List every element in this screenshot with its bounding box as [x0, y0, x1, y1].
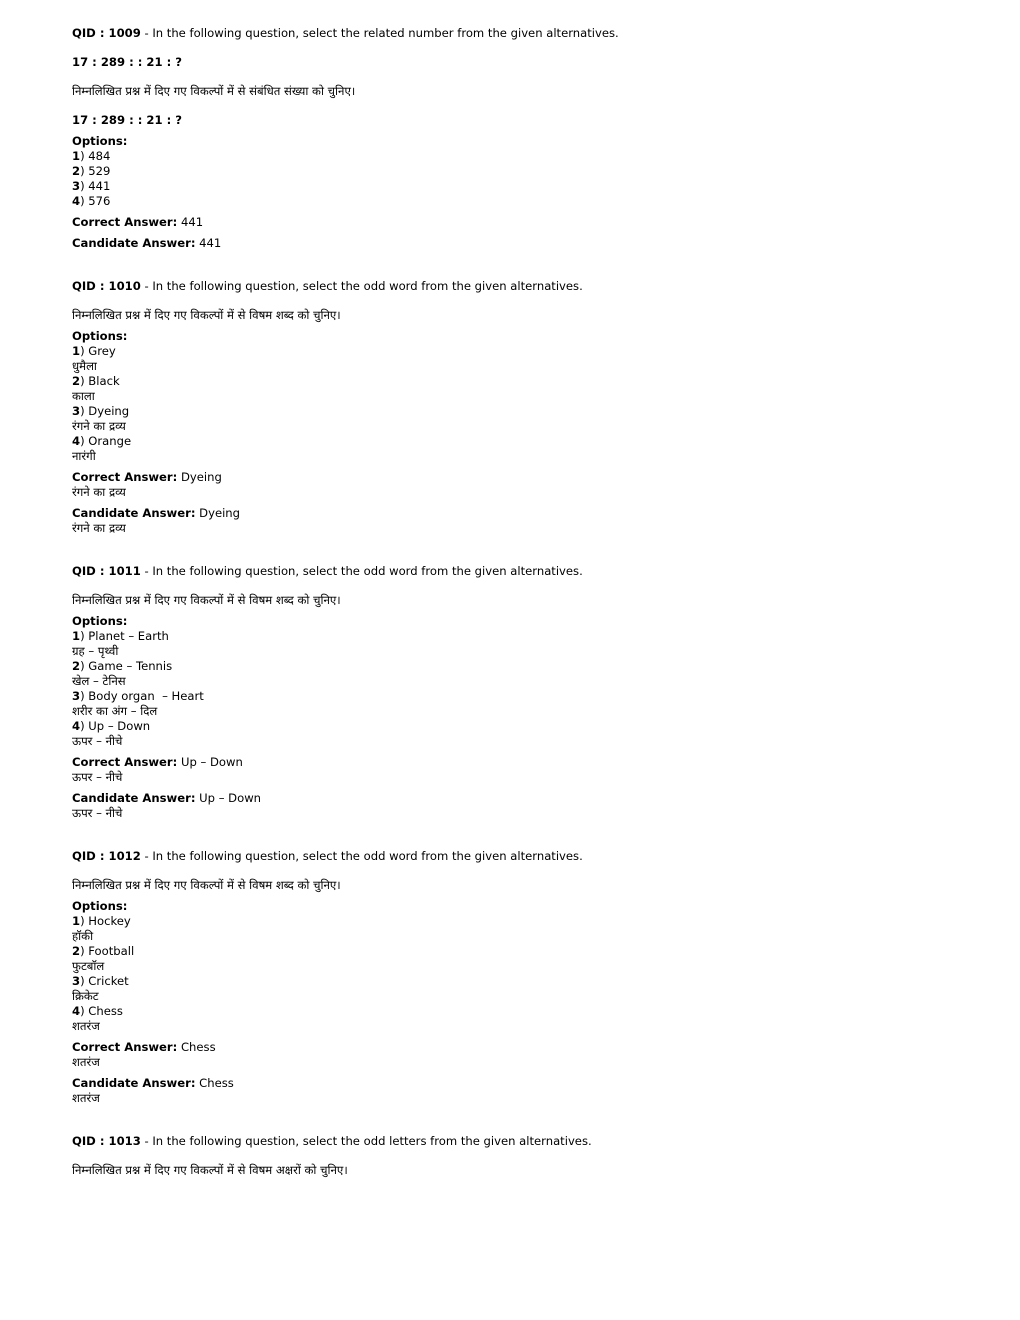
correct-answer — [72, 755, 972, 770]
option-number: 1 — [72, 344, 81, 358]
correct-answer-label: Correct Answer: — [72, 470, 178, 484]
qid-label: QID : 1013 — [72, 1134, 141, 1148]
options-label: Options: — [72, 614, 128, 628]
option-4 — [72, 719, 972, 734]
option-number: 4 — [72, 194, 81, 208]
option-number: 1 — [72, 149, 81, 163]
option-text: ) Cricket — [80, 974, 129, 988]
candidate-answer-hi: रंगने का द्रव्य — [72, 521, 126, 535]
option-number: 1 — [72, 914, 81, 928]
option-text: ) Black — [80, 374, 120, 388]
option-text: ) Orange — [80, 434, 132, 448]
candidate-answer — [72, 791, 972, 806]
option-2-hi: खेल – टेनिस — [72, 674, 126, 688]
candidate-answer-label: Candidate Answer: — [72, 1076, 196, 1090]
option-2-hi: काला — [72, 389, 95, 403]
option-number: 4 — [72, 719, 81, 733]
options-label: Options: — [72, 329, 128, 343]
option-text: ) 484 — [80, 149, 111, 163]
option-1-hi: हॉकी — [72, 929, 94, 943]
candidate-answer-value: Chess — [195, 1076, 234, 1090]
question-1012 — [72, 849, 972, 1106]
option-text: ) 441 — [80, 179, 111, 193]
option-text: ) Game – Tennis — [80, 659, 173, 673]
question-prompt-hi: निम्नलिखित प्रश्न में दिए गए विकल्पों में से विषम शब्द को चुनिए। — [72, 593, 341, 607]
option-1 — [72, 914, 972, 929]
option-1 — [72, 344, 972, 359]
candidate-answer-value: Up – Down — [195, 791, 262, 805]
correct-answer-label: Correct Answer: — [72, 1040, 178, 1054]
question-prompt-hi: निम्नलिखित प्रश्न में दिए गए विकल्पों में से विषम शब्द को चुनिए। — [72, 308, 341, 322]
question-prompt-hi: निम्नलिखित प्रश्न में दिए गए विकल्पों में से संबंधित संख्या को चुनिए। — [72, 84, 356, 98]
option-1-hi: ग्रह – पृथ्वी — [72, 644, 119, 658]
option-number: 4 — [72, 1004, 81, 1018]
qid-label: QID : 1012 — [72, 849, 141, 863]
option-text: ) Football — [80, 944, 135, 958]
series-hi: 17 : 289 : : 21 : ? — [72, 113, 182, 127]
qid-label: QID : 1011 — [72, 564, 141, 578]
option-3-hi: क्रिकेट — [72, 989, 99, 1003]
question-1013 — [72, 1134, 972, 1178]
option-number: 3 — [72, 179, 81, 193]
option-2-hi: फुटबॉल — [72, 959, 105, 973]
candidate-answer-label: Candidate Answer: — [72, 506, 196, 520]
candidate-answer — [72, 236, 972, 251]
candidate-answer — [72, 1076, 972, 1091]
correct-answer-value: Chess — [177, 1040, 216, 1054]
option-4 — [72, 1004, 972, 1019]
question-paper — [72, 26, 972, 1178]
correct-answer-label: Correct Answer: — [72, 215, 178, 229]
option-3 — [72, 404, 972, 419]
option-number: 2 — [72, 374, 81, 388]
correct-answer-label: Correct Answer: — [72, 755, 178, 769]
question-prompt-en: - In the following question, select the odd letters from the given alternatives. — [140, 1134, 592, 1148]
question-prompt-en: - In the following question, select the related number from the given alternatives. — [140, 26, 619, 40]
question-1009 — [72, 26, 972, 251]
correct-answer-value: Up – Down — [177, 755, 243, 769]
option-text: ) Grey — [80, 344, 116, 358]
option-number: 3 — [72, 689, 81, 703]
option-number: 2 — [72, 659, 81, 673]
correct-answer — [72, 215, 972, 230]
option-1-hi: धुमैला — [72, 359, 97, 373]
correct-answer — [72, 470, 972, 485]
option-3 — [72, 179, 972, 194]
correct-answer-value: Dyeing — [177, 470, 222, 484]
candidate-answer-hi: ऊपर – नीचे — [72, 806, 123, 820]
correct-answer-hi: रंगने का द्रव्य — [72, 485, 126, 499]
option-number: 3 — [72, 404, 81, 418]
correct-answer-hi: शतरंज — [72, 1055, 100, 1069]
question-prompt-en: - In the following question, select the odd word from the given alternatives. — [140, 279, 583, 293]
options-label: Options: — [72, 899, 128, 913]
option-4-hi: नारंगी — [72, 449, 96, 463]
option-4 — [72, 194, 972, 209]
question-header — [72, 849, 972, 864]
question-prompt-en: - In the following question, select the odd word from the given alternatives. — [140, 564, 583, 578]
correct-answer — [72, 1040, 972, 1055]
question-header — [72, 279, 972, 294]
option-text: ) Body organ – Heart — [80, 689, 204, 703]
question-1010 — [72, 279, 972, 536]
option-number: 1 — [72, 629, 81, 643]
option-2 — [72, 659, 972, 674]
option-3-hi: शरीर का अंग – दिल — [72, 704, 158, 718]
option-text: ) Chess — [80, 1004, 123, 1018]
correct-answer-value: 441 — [177, 215, 204, 229]
question-prompt-hi: निम्नलिखित प्रश्न में दिए गए विकल्पों में से विषम अक्षरों को चुनिए। — [72, 1163, 348, 1177]
option-text: ) 529 — [80, 164, 111, 178]
option-3-hi: रंगने का द्रव्य — [72, 419, 126, 433]
option-2 — [72, 944, 972, 959]
option-number: 3 — [72, 974, 81, 988]
option-1 — [72, 629, 972, 644]
qid-label: QID : 1010 — [72, 279, 141, 293]
option-number: 2 — [72, 164, 81, 178]
option-number: 4 — [72, 434, 81, 448]
question-1011 — [72, 564, 972, 821]
candidate-answer — [72, 506, 972, 521]
candidate-answer-hi: शतरंज — [72, 1091, 100, 1105]
option-text: ) 576 — [80, 194, 111, 208]
option-4-hi: ऊपर – नीचे — [72, 734, 123, 748]
candidate-answer-label: Candidate Answer: — [72, 236, 196, 250]
option-1 — [72, 149, 972, 164]
option-text: ) Dyeing — [80, 404, 130, 418]
option-2 — [72, 164, 972, 179]
qid-label: QID : 1009 — [72, 26, 141, 40]
question-header — [72, 26, 972, 41]
question-header — [72, 1134, 972, 1149]
option-3 — [72, 689, 972, 704]
option-3 — [72, 974, 972, 989]
question-prompt-hi: निम्नलिखित प्रश्न में दिए गए विकल्पों में से विषम शब्द को चुनिए। — [72, 878, 341, 892]
correct-answer-hi: ऊपर – नीचे — [72, 770, 123, 784]
question-header — [72, 564, 972, 579]
option-text: ) Up – Down — [80, 719, 151, 733]
option-text: ) Planet – Earth — [80, 629, 169, 643]
candidate-answer-label: Candidate Answer: — [72, 791, 196, 805]
candidate-answer-value: Dyeing — [195, 506, 241, 520]
options-label: Options: — [72, 134, 128, 148]
option-number: 2 — [72, 944, 81, 958]
series-en: 17 : 289 : : 21 : ? — [72, 55, 182, 69]
option-2 — [72, 374, 972, 389]
question-prompt-en: - In the following question, select the odd word from the given alternatives. — [140, 849, 583, 863]
option-text: ) Hockey — [80, 914, 131, 928]
option-4-hi: शतरंज — [72, 1019, 100, 1033]
candidate-answer-value: 441 — [195, 236, 222, 250]
option-4 — [72, 434, 972, 449]
